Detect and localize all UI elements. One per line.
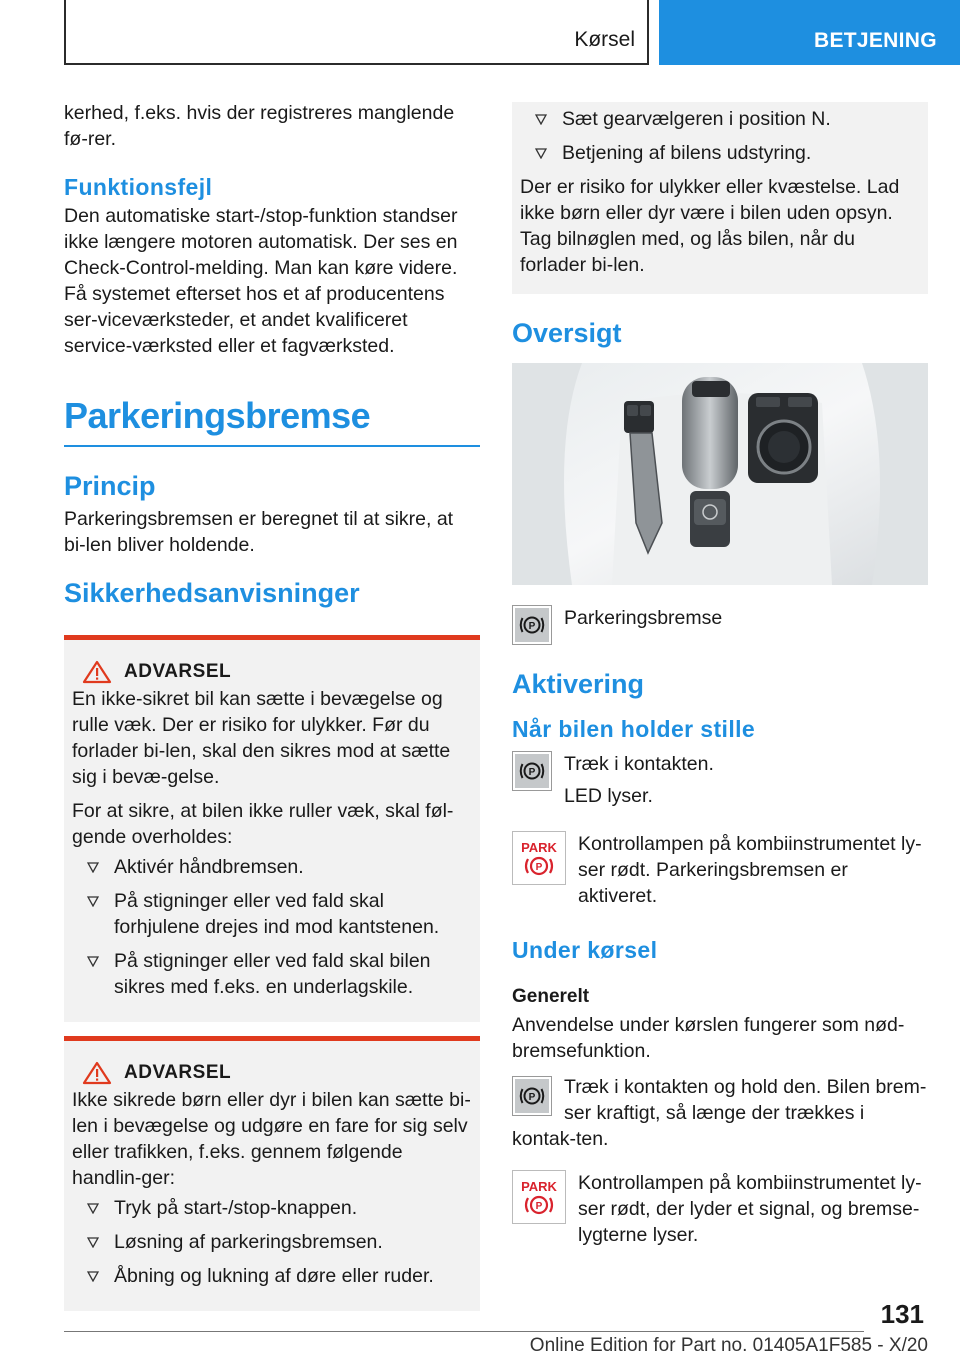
svg-text:P: P <box>535 862 543 873</box>
footer-divider <box>64 1331 864 1332</box>
triangle-bullet-icon <box>87 1203 99 1214</box>
header-chapter: Kørsel <box>574 28 635 51</box>
warning-title: ADVARSEL <box>124 1062 232 1083</box>
risk-text: Der er risiko for ulykker eller kvæstelse. Lad ikke børn eller dyr være i bilen uden opsyn. Tag bilnøglen med, og lås bilen, når du forlader bi-len. <box>520 176 900 276</box>
list-item: På stigninger eller ved fald skal bilen sikres med f.eks. en underlagskile. <box>72 948 472 1000</box>
warning-box-2 <box>64 1036 480 1311</box>
park-label: PARK <box>521 1179 557 1194</box>
list-item: På stigninger eller ved fald skal forhjulene drejes ind mod kantstenen. <box>72 888 472 940</box>
triangle-bullet-icon <box>87 896 99 907</box>
park-indicator-lamp-icon <box>512 831 566 885</box>
triangle-bullet-icon <box>87 862 99 873</box>
main-heading: Parkeringsbremse <box>64 395 480 447</box>
safety-heading: Sikkerhedsanvisninger <box>64 578 360 608</box>
svg-text:P: P <box>528 621 536 632</box>
overview-heading: Oversigt <box>512 318 622 348</box>
principle-heading: Princip <box>64 471 156 501</box>
page-number: 131 <box>880 1299 924 1329</box>
warning-triangle-icon <box>82 1061 112 1085</box>
fault-heading: Funktionsfejl <box>64 174 213 200</box>
warning-title: ADVARSEL <box>124 661 232 682</box>
list-item: Aktivér håndbremsen. <box>72 854 472 880</box>
warning-box-1 <box>64 635 480 1022</box>
park-lamp-text: Kontrollampen på kombiinstrumentet ly-ser rødt, der lyder et signal, og bremse-lygterne lyser. <box>578 1172 922 1246</box>
svg-text:P: P <box>528 1092 536 1103</box>
pull-hold-text: Træk i kontakten og hold den. Bilen brem-ser kraftigt, så længe der trækkes i kontak-ten. <box>512 1076 927 1150</box>
parking-brake-switch-icon <box>512 605 552 645</box>
overview-caption: Parkeringsbremse <box>564 607 723 629</box>
general-text: Anvendelse under kørslen fungerer som nød-bremsefunktion. <box>512 1014 905 1062</box>
warning-triangle-icon <box>82 660 112 684</box>
list-item: Åbning og lukning af døre eller ruder. <box>72 1263 472 1289</box>
header-section: BETJENING <box>814 29 937 52</box>
list-item: Løsning af parkeringsbremsen. <box>72 1229 472 1255</box>
park-indicator-lamp-icon <box>512 1170 566 1224</box>
pull-hold-row <box>512 1074 928 1152</box>
header-section-tab <box>659 0 960 65</box>
overview-caption-row <box>512 605 928 645</box>
fault-text: Den automatiske start-/stop-funktion standser ikke længere motoren automatisk. Der ses en Check-Control-melding. Man kan køre videre. Få systemet efterset hos et af producentens ser-viceværksteder, et andet kvalificeret service-værksted eller et fagværksted. <box>64 205 458 357</box>
park-label: PARK <box>521 840 557 855</box>
triangle-bullet-icon <box>87 1271 99 1282</box>
triangle-bullet-icon <box>535 148 547 159</box>
warning-text: Ikke sikrede børn eller dyr i bilen kan sætte bi-len i bevægelse og udgøre en fare for sig selv eller trafikken, f.eks. gennem følgende handlin-ger: <box>72 1089 471 1189</box>
triangle-bullet-icon <box>535 114 547 125</box>
left-column <box>64 100 480 1311</box>
list-item: Tryk på start-/stop-knappen. <box>72 1195 472 1221</box>
center-console-photo <box>512 363 928 585</box>
park-lamp-text: Kontrollampen på kombiinstrumentet ly-ser rødt. Parkeringsbremsen er aktiveret. <box>578 833 922 907</box>
parking-brake-switch-icon <box>512 1076 552 1116</box>
warning-text: En ikke-sikret bil kan sætte i bevægelse og rulle væk. Der er risiko for ulykker. Før du forlader bi-len, skal den sikres mod at sætte sig i bevæ-gelse. <box>72 688 451 788</box>
list-item: Sæt gearvælgeren i position N. <box>520 106 920 132</box>
pull-switch-text: Træk i kontakten. <box>564 753 714 775</box>
park-lamp-row-1 <box>512 831 928 909</box>
standstill-heading: Når bilen holder stille <box>512 716 756 742</box>
triangle-bullet-icon <box>87 1237 99 1248</box>
warning-text: For at sikre, at bilen ikke ruller væk, skal føl-gende overholdes: <box>72 800 454 848</box>
activation-heading: Aktivering <box>512 669 645 699</box>
general-heading: Generelt <box>512 986 590 1007</box>
triangle-bullet-icon <box>87 956 99 967</box>
pull-switch-row <box>512 751 928 809</box>
principle-text: Parkeringsbremsen er beregnet til at sikre, at bi-len bliver holdende. <box>64 508 454 556</box>
list-item: Betjening af bilens udstyring. <box>520 140 920 166</box>
led-text: LED lyser. <box>564 785 653 807</box>
right-column <box>512 102 928 1248</box>
svg-text:P: P <box>528 767 536 778</box>
svg-text:P: P <box>535 1201 543 1212</box>
intro-text: kerhed, f.eks. hvis der registreres manglende fø-rer. <box>64 102 455 150</box>
warning-continuation-box <box>512 102 928 294</box>
header-chapter-box <box>64 0 649 65</box>
driving-heading: Under kørsel <box>512 937 658 963</box>
footer-edition: Online Edition for Part no. 01405A1F585 - X/20 <box>529 1335 928 1356</box>
park-lamp-row-2 <box>512 1170 928 1248</box>
parking-brake-switch-icon <box>512 751 552 791</box>
